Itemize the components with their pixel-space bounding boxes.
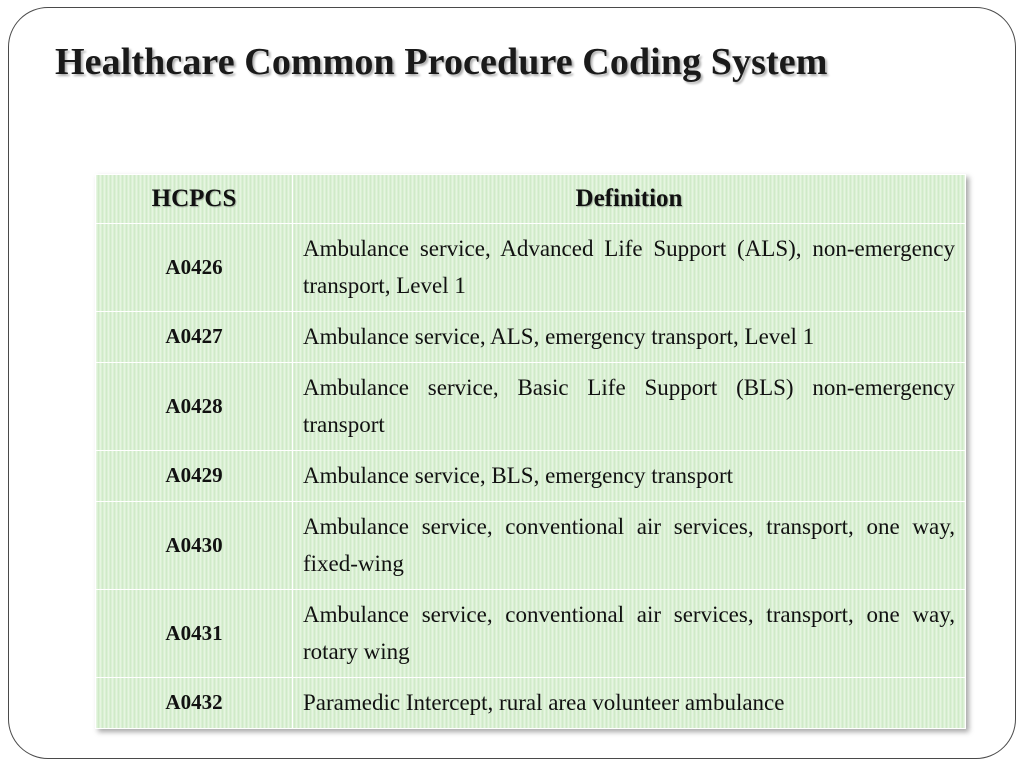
hcpcs-code-cell: A0426 bbox=[96, 224, 293, 312]
hcpcs-table bbox=[95, 174, 966, 729]
slide-frame bbox=[8, 7, 1016, 759]
table-row bbox=[96, 678, 966, 729]
header-hcpcs: HCPCS bbox=[96, 175, 293, 224]
definition-cell: Ambulance service, Advanced Life Support (ALS), non-emergency transport, Level 1 bbox=[293, 224, 966, 312]
slide-title: Healthcare Common Procedure Coding System bbox=[55, 41, 828, 83]
definition-cell: Ambulance service, conventional air services, transport, one way, fixed-wing bbox=[293, 502, 966, 590]
definition-cell: Ambulance service, Basic Life Support (BLS) non-emergency transport bbox=[293, 363, 966, 451]
table-row bbox=[96, 224, 966, 312]
table-row bbox=[96, 363, 966, 451]
table-row bbox=[96, 312, 966, 363]
table-row bbox=[96, 502, 966, 590]
definition-cell: Ambulance service, BLS, emergency transport bbox=[293, 451, 966, 502]
definition-cell: Ambulance service, ALS, emergency transport, Level 1 bbox=[293, 312, 966, 363]
hcpcs-code-cell: A0427 bbox=[96, 312, 293, 363]
hcpcs-code-cell: A0430 bbox=[96, 502, 293, 590]
definition-cell: Ambulance service, conventional air services, transport, one way, rotary wing bbox=[293, 590, 966, 678]
header-definition: Definition bbox=[293, 175, 966, 224]
table-row bbox=[96, 590, 966, 678]
hcpcs-code-cell: A0432 bbox=[96, 678, 293, 729]
hcpcs-code-cell: A0428 bbox=[96, 363, 293, 451]
table-row bbox=[96, 451, 966, 502]
hcpcs-code-cell: A0431 bbox=[96, 590, 293, 678]
definition-cell: Paramedic Intercept, rural area volunteer ambulance bbox=[293, 678, 966, 729]
hcpcs-code-cell: A0429 bbox=[96, 451, 293, 502]
table-header-row bbox=[96, 175, 966, 224]
